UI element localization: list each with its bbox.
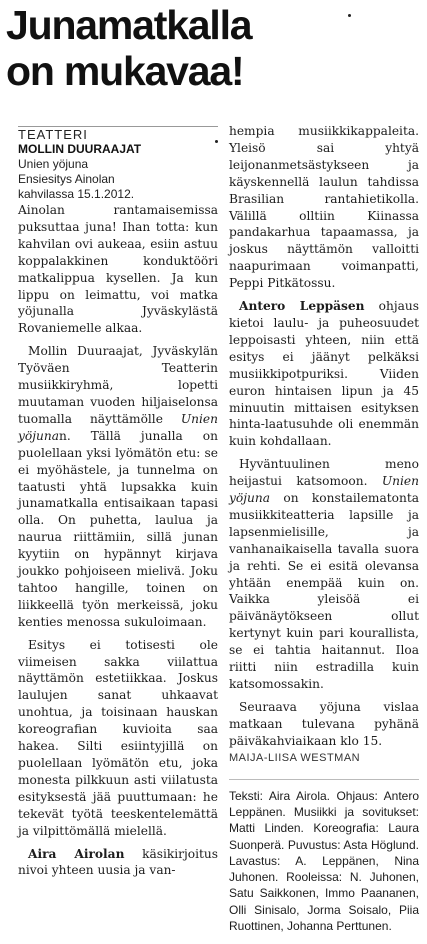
performer-name: MOLLIN DUURAAJAT: [18, 142, 142, 156]
venue-date: kahvilassa 15.1.2012.: [18, 187, 135, 201]
paragraph: Esitys ei totisesti ole viimeisen sakka viilattua näyttämön estetiikkaa. Joskus laulujen sanat uhkaavat unohtua, ja toisinaan hauskan koreografian kuvioita saa hakea. Silti esiintyjillä on puolellaan lyömätön etu, joka monesta pilkkuun asti viilatusta esityksestä jää puuttumaan: he tekevät työtä teeskentelemättä ja vilpittömällä mielellä.: [18, 637, 218, 838]
print-speck: [348, 14, 351, 17]
paragraph: Seuraava yöjuna vislaa matkaan tulevana pyhänä päiväkahviaikaan klo 15.: [229, 699, 419, 748]
play-title: Unien yöjuna: [18, 157, 89, 171]
paragraph: Aira Airolan käsikirjoitus nivoi yhteen uusia ja van-: [18, 846, 218, 878]
credits-box: Teksti: Aira Airola. Ohjaus: Antero Leppänen. Musiikki ja sovitukset: Matti Linden. Koreografia: Laura Suonperä. Puvustus: Asta Höglund. Lavastus: A. Leppänen, Nina Juhonen. Rooleissa: N. Juhonen, Satu Saikkonen, Immo Paananen, Olli Sinisalo, Jorma Soisalo, Piia Ruottinen, Johanna Perttunen.: [229, 779, 419, 935]
byline: MAIJA-LIISA WESTMAN: [229, 751, 361, 764]
paragraph: hempia musiikkikappaleita. Yleisö sai yhtyä leijonanmetsästykseen ja käyskennellä laulun tahdissa Brasilian rantahietikolla. Välillä olltiin Kiinassa pandakarhua tapaamassa, ja joskus näyttämön valloitti naapurimaan voimanpatti, Peppi Pitkätossu.: [229, 124, 419, 291]
headline: [6, 2, 421, 94]
right-body: [229, 123, 419, 750]
paragraph: Ainolan rantamaisemissa puksuttaa juna! Ihan totta: kun kahvilan ovi aukeaa, esiin astuu koppalakkinen konduktööri matkalippua kysellen. Ja kun lippu on leimattu, voi matka yöjunalla Jyväskylästä Rovaniemelle alkaa.: [18, 203, 218, 336]
paragraph: Mollin Duuraajat, Jyväskylän Työväen Teatterin musiikkiryhmä, lopetti muutaman vuoden hiljaiselonsa tuomalla näyttämölle Unien yöjunan. Tällä junalla on puolellaan yksi lyömätön etu: se ei myöhästele, ja tunnelma on taatusti yhtä lupsakka kuin junamatkalla entisaikaan tapasi olla. On puhetta, laulua ja naurua riittämiin, sillä junan kyytiin on hypännyt kirjava joukko pohjoiseen mielivä. Joku tahtoo hangille, toinen on liikkeellä työn merkeissä, joku kenties menossa sukuloimaan.: [18, 344, 218, 629]
section-label: TEATTERI: [18, 126, 218, 142]
headline-line-1: Junamatkalla: [6, 2, 252, 48]
paragraph: Antero Leppäsen ohjaus kietoi laulu- ja puheosuudet leppoisasti yhteen, niin että esitys ei jäänyt pelkäksi musiikkipotpuriksi. Viiden euron hintaisen lipun ja 45 minuutin mittaisen esityksen hinta-laatusuhde oli enemmän kuin kohdallaan.: [229, 299, 419, 449]
right-column: [229, 123, 419, 934]
headline-line-2: on mukavaa!: [6, 48, 244, 94]
premiere-line: Ensiesitys Ainolan: [18, 172, 115, 186]
left-body: [18, 202, 218, 879]
paragraph: Hyväntuulinen meno heijastui katsomoon. Unien yöjuna on konstailematonta musiikkiteatteria lapsille ja lapsenmielisille, ja vanhanaikaisella tavalla suora ja rehti. Se ei esitä olevansa yhtään enempää kuin on. Vaikka yleisöä ei päivänäytökseen ollut kertynyt kuin pari kourallista, se ei tahtia haitannut. Iloa riitti niin estradilla kuin katsomossakin.: [229, 457, 419, 691]
left-column: [18, 126, 218, 879]
